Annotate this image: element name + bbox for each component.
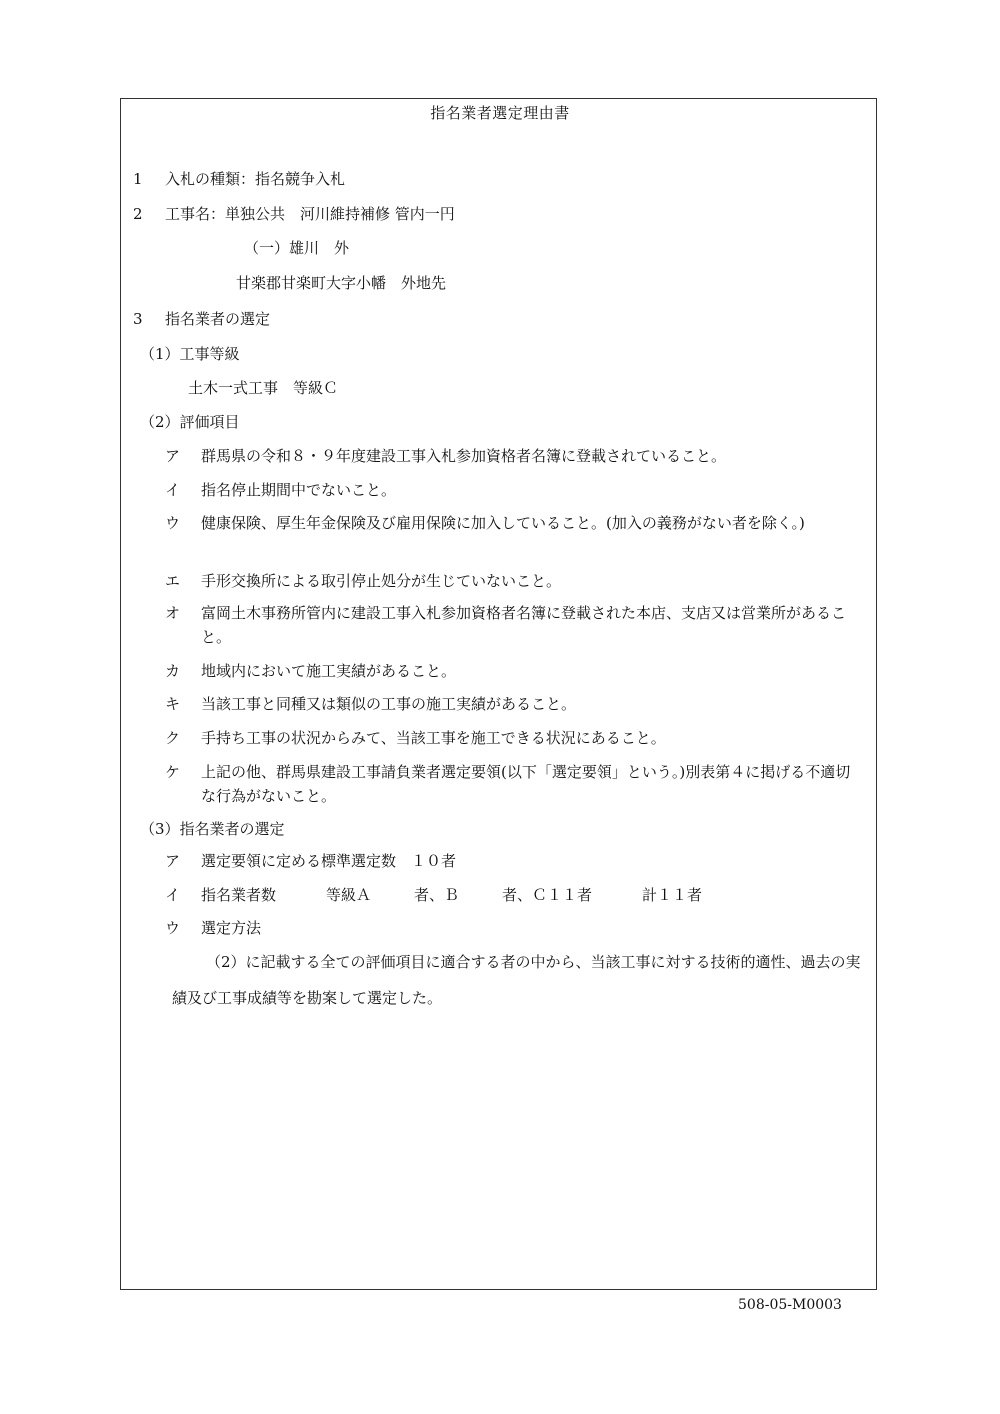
item-mark: ウ <box>165 514 181 532</box>
construction-name: 工事名：単独公共 河川維持補修 管内一円 <box>165 205 455 223</box>
item-mark: ク <box>165 729 181 747</box>
criteria-item: 健康保険、厚生年金保険及び雇用保険に加入していること。(加入の義務がない者を除く。) <box>201 514 805 532</box>
criteria-item: 上記の他、群馬県建設工事請負業者選定要領(以下「選定要領」という。)別表第４に掲げる不適切な行為がないこと。 <box>201 763 851 805</box>
subsection-grade-value: 土木一式工事 等級Ｃ <box>188 379 339 397</box>
item-mark: カ <box>165 662 181 680</box>
grade-a-suffix: 者、Ｂ <box>414 886 460 904</box>
section-1-text: 入札の種類：指名競争入札 <box>165 170 346 188</box>
item-mark: キ <box>165 695 181 713</box>
item-mark: ア <box>165 447 181 465</box>
criteria-item: 富岡土木事務所管内に建設工事入札参加資格者名簿に登載された本店、支店又は営業所があること。 <box>201 604 847 646</box>
grade-b-suffix: 者、Ｃ１１者 <box>502 886 593 904</box>
section-number: 1 <box>133 170 143 188</box>
item-mark: イ <box>165 886 181 904</box>
grade-a: 等級Ａ <box>326 886 372 904</box>
section-number: 3 <box>133 310 143 328</box>
subsection-criteria-label: （2）評価項目 <box>140 413 240 431</box>
item-mark: エ <box>165 572 181 590</box>
item-mark: イ <box>165 481 181 499</box>
selection-method-text: （2）に記載する全ての評価項目に適合する者の中から、当該工事に対する技術的適性、過去の実績及び工事成績等を勘案して選定した。 <box>172 953 861 1007</box>
subsection-selection-label: （3）指名業者の選定 <box>140 820 285 838</box>
section-number: 2 <box>133 205 143 223</box>
construction-river: （一）雄川 外 <box>244 239 350 257</box>
document-id: 508-05-M0003 <box>738 1297 842 1313</box>
nominated-total: 計１１者 <box>642 886 703 904</box>
standard-selection-count: 選定要領に定める標準選定数 １０者 <box>201 852 457 870</box>
construction-location: 甘楽郡甘楽町大字小幡 外地先 <box>236 274 447 292</box>
item-mark: ウ <box>165 919 181 937</box>
item-mark: オ <box>165 604 181 622</box>
subsection-grade-label: （1）工事等級 <box>140 345 240 363</box>
section-3-text: 指名業者の選定 <box>165 310 271 328</box>
nominated-count-label: 指名業者数 <box>201 886 277 904</box>
item-mark: ケ <box>165 763 181 781</box>
criteria-item: 手形交換所による取引停止処分が生じていないこと。 <box>201 572 562 590</box>
criteria-item: 手持ち工事の状況からみて、当該工事を施工できる状況にあること。 <box>201 729 666 747</box>
document-title: 指名業者選定理由書 <box>430 104 570 122</box>
item-mark: ア <box>165 852 181 870</box>
criteria-item: 群馬県の令和８・９年度建設工事入札参加資格者名簿に登載されていること。 <box>201 447 727 465</box>
criteria-item: 地域内において施工実績があること。 <box>201 662 457 680</box>
criteria-item: 当該工事と同種又は類似の工事の施工実績があること。 <box>201 695 577 713</box>
criteria-item: 指名停止期間中でないこと。 <box>201 481 397 499</box>
selection-method-label: 選定方法 <box>201 919 262 937</box>
